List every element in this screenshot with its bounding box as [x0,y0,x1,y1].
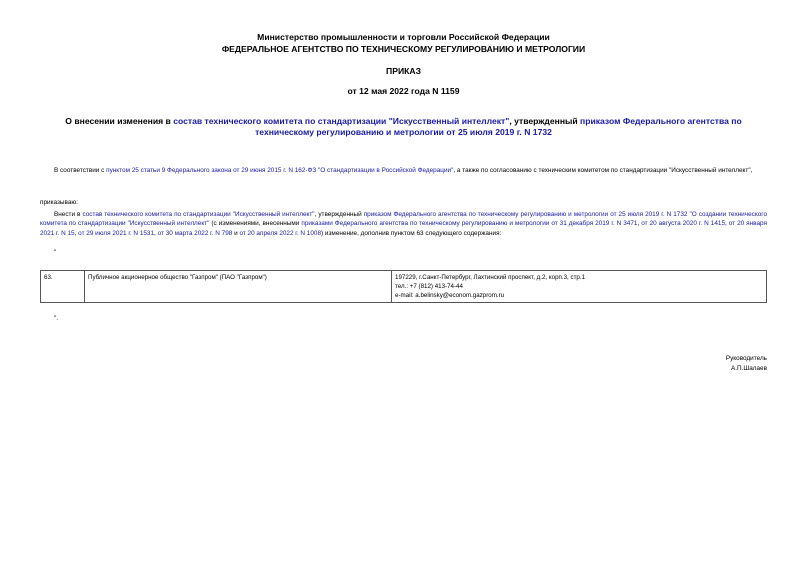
main-text: (с изменениями, внесенными [209,220,302,228]
row-number: 63. [41,271,85,303]
signature-role: Руководитель [725,355,767,362]
order-word: приказываю: [40,199,78,206]
close-quote: ". [54,315,59,322]
ministry-name: Министерство промышленности и торговли Российской Федерации [257,32,550,42]
main-link-order-798[interactable]: от 30 марта 2022 г. N 798 [157,229,233,237]
main-link-order-15[interactable]: от 20 января 2021 г. N 15 [40,220,767,237]
row-phone: тел.: +7 (812) 413-74-44 [395,282,463,290]
title-text: О внесении изменения в [65,116,174,126]
document-date-number: от 12 мая 2022 года N 1159 [347,86,460,96]
main-text: и [232,229,240,237]
main-text: , [637,220,642,228]
title-text: , утвержденный [509,116,581,126]
row-organization: Публичное акционерное общество "Газпром" (ПАО "Газпром") [85,271,392,303]
main-link-order-1415[interactable]: от 20 августа 2020 г. N 1415 [641,220,725,228]
main-text: , [74,229,79,237]
title-link-committee[interactable]: состав технического комитета по стандартизации "Искусственный интеллект" [173,116,510,126]
agency-name: ФЕДЕРАЛЬНОЕ АГЕНТСТВО ПО ТЕХНИЧЕСКОМУ РЕГУЛИРОВАНИЮ И МЕТРОЛОГИИ [221,44,586,54]
main-link-order-1008[interactable]: от 20 апреля 2022 г. N 1008 [239,229,322,237]
main-text: ) изменение, дополнив пунктом 63 следующего содержания: [321,229,502,237]
preamble-text: , а также по согласованию с техническим комитетом по стандартизации "Искусственный интеллект", [453,167,753,174]
document-title [40,116,767,138]
signature-name: А.П.Шалаев [730,365,767,372]
main-link-order-3471[interactable]: приказами Федерального агентства по техническому регулированию и метрологии от 31 декабря 2019 г. N 3471 [301,220,638,228]
table-row [41,271,767,303]
main-text: , утвержденный [314,211,364,218]
preamble-link-law[interactable]: пунктом 25 статьи 9 Федерального закона от 29 июня 2015 г. N 162-ФЗ "О стандартизации в Российской Федерации" [106,167,454,174]
main-text: Внести в [54,211,83,218]
document-type: ПРИКАЗ [386,66,421,76]
row-address: 197229, г.Санкт-Петербург, Лахтинский проспект, д.2, корп.3, стр.1 [395,273,586,281]
main-link-committee[interactable]: состав технического комитета по стандартизации "Искусственный интеллект" [82,211,315,218]
main-link-order-1531[interactable]: от 29 июля 2021 г. N 1531 [78,229,155,237]
preamble-paragraph [40,166,767,175]
row-contacts [392,271,767,303]
title-link-order[interactable]: приказом Федерального агентства по техническому регулированию и метрологии от 25 июля 2019 г. N 1732 [255,116,742,137]
open-quote: " [54,249,57,256]
row-email: e-mail: a.belinsky@econom.gazprom.ru [395,292,505,300]
preamble-text: В соответствии с [54,167,107,174]
main-link-order-1732[interactable]: приказом Федерального агентства по техническому регулированию и метрологии от 25 июля 2019 г. N 1732 "О создании технического комитета по стандартизации "Искусственный интеллект" [40,211,767,228]
amendment-table [40,270,767,303]
main-paragraph [40,210,767,238]
main-text: , [725,220,729,228]
main-text: , [154,229,158,237]
